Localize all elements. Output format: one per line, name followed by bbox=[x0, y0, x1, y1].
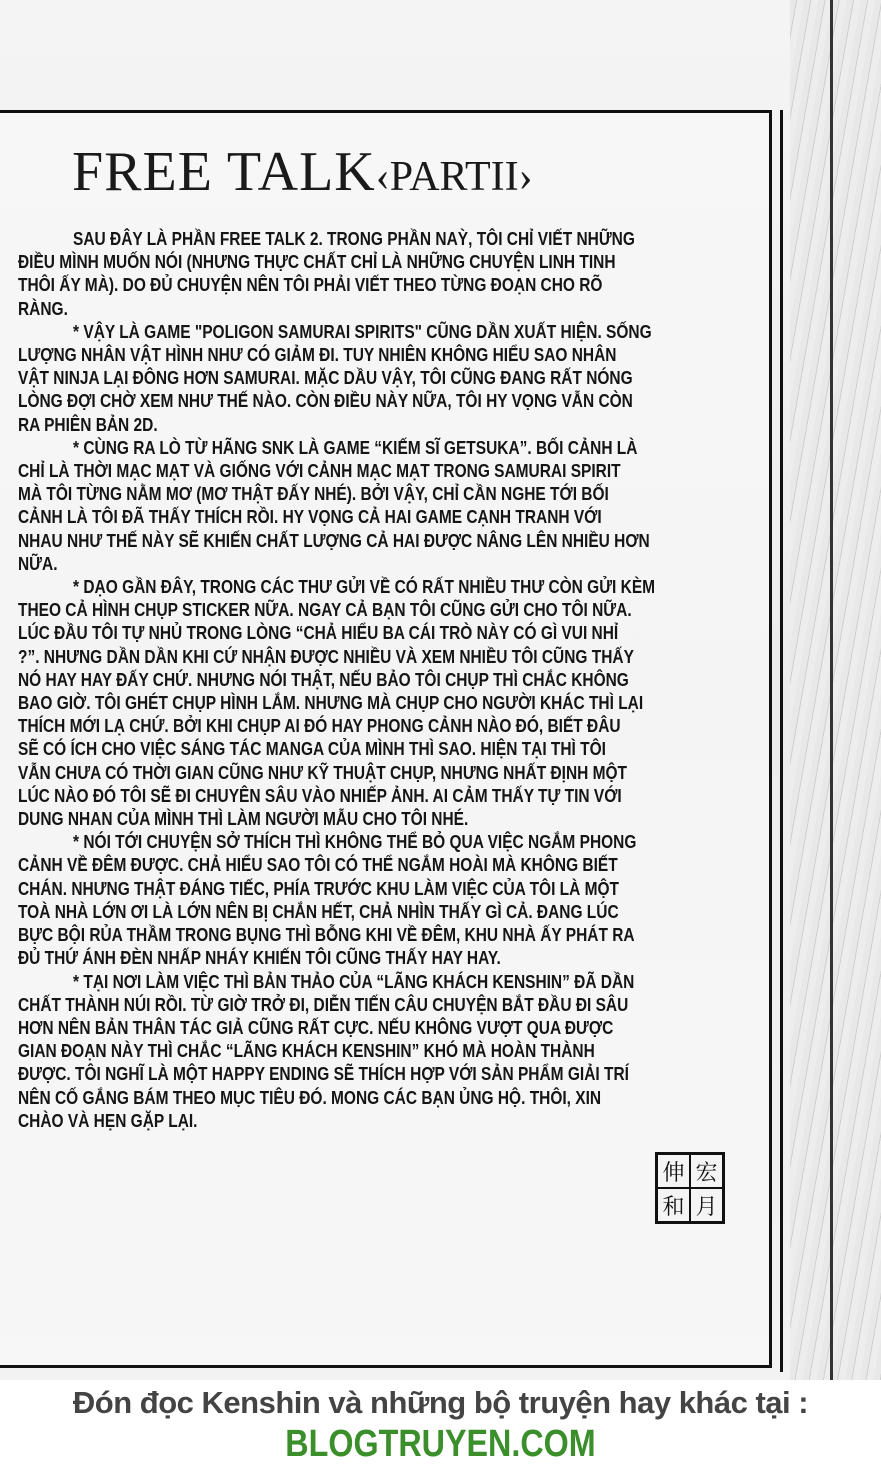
text-line: BAO GIỜ. TÔI GHÉT CHỤP HÌNH LẮM. NHƯNG MÀ CHỤP CHO NGƯỜI KHÁC THÌ LẠI bbox=[18, 693, 644, 714]
paragraph bbox=[18, 437, 740, 576]
text-line: * VẬY LÀ GAME "POLIGON SAMURAI SPIRITS" CŨNG DẦN XUẤT HIỆN. SỐNG bbox=[73, 321, 652, 342]
paragraph bbox=[18, 576, 740, 831]
text-line: LÚC ĐẦU TÔI TỰ NHỦ TRONG LÒNG “CHẢ HIỂU BA CÁI TRÒ NÀY CÓ GÌ VUI NHỈ bbox=[18, 623, 619, 644]
paragraph bbox=[18, 321, 740, 437]
promo-text: Đón đọc Kenshin và những bộ truyện hay khác tại : bbox=[72, 1385, 809, 1420]
text-line: GIAN ĐOẠN NÀY THÌ CHẮC “LÃNG KHÁCH KENSHIN” KHÓ MÀ HOÀN THÀNH bbox=[18, 1041, 595, 1062]
text-line: * NÓI TỚI CHUYỆN SỞ THÍCH THÌ KHÔNG THỂ BỎ QUA VIỆC NGẮM PHONG bbox=[73, 832, 637, 853]
text-line: NỮA. bbox=[18, 553, 58, 574]
text-line: MÀ TÔI TỪNG NẰM MƠ (MƠ THẬT ĐẤY NHÉ). BỞI VẬY, CHỈ CẦN NGHE TỚI BỐI bbox=[18, 484, 609, 505]
text-line: SAU ĐÂY LÀ PHẦN FREE TALK 2. TRONG PHẦN NAỲ, TÔI CHỈ VIẾT NHỮNG bbox=[73, 229, 635, 249]
text-line: CHÀO VÀ HẸN GẶP LẠI. bbox=[18, 1110, 198, 1131]
text-line: TOÀ NHÀ LỚN ƠI LÀ LỚN NÊN BỊ CHẮN HẾT, CHẢ NHÌN THẤY GÌ CẢ. ĐANG LÚC bbox=[18, 901, 619, 922]
text-line: SẼ CÓ ÍCH CHO VIỆC SÁNG TÁC MANGA CỦA MÌNH THÌ SAO. HIỆN TẠI THÌ TÔI bbox=[18, 739, 606, 760]
text-line: * DẠO GẦN ĐÂY, TRONG CÁC THƯ GỬI VỀ CÓ RẤT NHIỀU THƯ CÒN GỬI KÈM bbox=[73, 577, 656, 598]
text-line: ĐIỀU MÌNH MUỐN NÓI (NHƯNG THỰC CHẤT CHỈ LÀ NHỮNG CHUYỆN LINH TINH bbox=[18, 252, 616, 273]
frame-border bbox=[780, 110, 783, 1372]
text-line: CHẤT THÀNH NÚI RỒI. TỪ GIỜ TRỞ ĐI, DIỄN TIẾN CÂU CHUYỆN BẮT ĐẦU ĐI SÂU bbox=[18, 994, 629, 1015]
text-line: ?”. NHƯNG DẦN DẦN KHI CỨ NHẬN ĐƯỢC NHIỀU VÀ XEM NHIỀU TÔI CŨNG THẤY bbox=[18, 646, 634, 667]
text-line: LƯỢNG NHÂN VẬT HÌNH NHƯ CÓ GIẢM ĐI. TUY NHIÊN KHÔNG HIỂU SAO NHÂN bbox=[18, 345, 617, 366]
text-line: THEO CẢ HÌNH CHỤP STICKER NỮA. NGAY CẢ BẠN TÔI CŨNG GỬI CHO TÔI NỮA. bbox=[18, 600, 632, 621]
page-title bbox=[72, 140, 533, 204]
text-line: * TẠI NƠI LÀM VIỆC THÌ BẢN THẢO CỦA “LÃNG KHÁCH KENSHIN” ĐÃ DẦN bbox=[73, 971, 635, 992]
text-line: ĐƯỢC. TÔI NGHĨ LÀ MỘT HAPPY ENDING SẼ THÍCH HỢP VỚI SẢN PHẨM GIẢI TRÍ bbox=[18, 1064, 629, 1085]
promo-banner bbox=[0, 1385, 881, 1466]
text-line: NÓ HAY HAY ĐẤY CHỨ. NHƯNG NÓI THẬT, NẾU BẢO TÔI CHỤP THÌ CHẮC KHÔNG bbox=[18, 669, 629, 690]
text-line: CẢNH LÀ TÔI ĐÃ THẤY THÍCH RỒI. HY VỌNG CẢ HAI GAME CẠNH TRANH VỚI bbox=[18, 507, 602, 528]
text-line: NÊN CỐ GẮNG BÁM THEO MỤC TIÊU ĐÓ. MONG CÁC BẠN ỦNG HỘ. THÔI, XIN bbox=[18, 1087, 602, 1108]
text-line: CHỈ LÀ THỜI MẠC MẠT VÀ GIỐNG VỚI CẢNH MẠC MẠT TRONG SAMURAI SPIRIT bbox=[18, 461, 621, 482]
title-part: ‹PARTII› bbox=[375, 154, 533, 200]
text-line: VẪN CHƯA CÓ THỜI GIAN CŨNG NHƯ KỸ THUẬT CHỤP, NHƯNG NHẤT ĐỊNH MỘT bbox=[18, 762, 628, 783]
text-line: VẬT NINJA LẠI ĐÔNG HƠN SAMURAI. MẶC DẦU VẬY, TÔI CŨNG ĐANG RẤT NÓNG bbox=[18, 368, 633, 389]
text-line: NHAU NHƯ THẾ NÀY SẼ KHIẾN CHẤT LƯỢNG CẢ HAI ĐƯỢC NÂNG LÊN NHIỀU HƠN bbox=[18, 530, 650, 551]
paragraph bbox=[18, 831, 740, 970]
text-line: CHÁN. NHƯNG THẬT ĐÁNG TIẾC, PHÍA TRƯỚC KHU LÀM VIỆC CỦA TÔI LÀ MỘT bbox=[18, 878, 620, 899]
manga-artwork-edge bbox=[790, 0, 881, 1380]
text-line: LÒNG ĐỢI CHỜ XEM NHƯ THẾ NÀO. CÒN ĐIỀU NÀY NỮA, TÔI HY VỌNG VẪN CÒN bbox=[18, 391, 633, 412]
text-line: LÚC NÀO ĐÓ TÔI SẼ ĐI CHUYÊN SÂU VÀO NHIẾP ẢNH. AI CẢM THẤY TỰ TIN VỚI bbox=[18, 785, 622, 806]
free-talk-body bbox=[18, 228, 740, 1133]
seal-char: 伸 bbox=[658, 1155, 689, 1187]
paragraph bbox=[18, 228, 740, 321]
seal-char: 和 bbox=[658, 1189, 689, 1221]
text-line: CẢNH VỀ ĐÊM ĐƯỢC. CHẢ HIỂU SAO TÔI CÓ THỂ NGẮM HOÀI MÀ KHÔNG BIẾT bbox=[18, 855, 618, 876]
paragraph bbox=[18, 971, 740, 1133]
site-link[interactable]: BLOGTRUYEN.COM bbox=[285, 1423, 596, 1465]
title-main: FREE TALK bbox=[72, 141, 376, 203]
text-line: ĐỦ THỨ ÁNH ĐÈN NHẤP NHÁY KHIẾN TÔI CŨNG THẤY HAY HAY. bbox=[18, 948, 501, 969]
text-line: HƠN NÊN BẢN THÂN TÁC GIẢ CŨNG RẤT CỰC. NẾU KHÔNG VƯỢT QUA ĐƯỢC bbox=[18, 1017, 614, 1038]
text-line: BỰC BỘI RỦA THẦM TRONG BỤNG THÌ BỖNG KHI VỀ ĐÊM, KHU NHÀ ẤY PHÁT RA bbox=[18, 925, 635, 946]
author-seal bbox=[655, 1152, 725, 1224]
text-line: DUNG NHAN CỦA MÌNH THÌ LÀM NGƯỜI MẪU CHO TÔI NHÉ. bbox=[18, 809, 469, 830]
seal-char: 月 bbox=[691, 1189, 722, 1221]
text-line: RÀNG. bbox=[18, 298, 68, 319]
text-line: THÔI ẤY MÀ). DO ĐỦ CHUYỆN NÊN TÔI PHẢI VIẾT THEO TỪNG ĐOẠN CHO RÕ bbox=[18, 275, 603, 296]
text-line: THÍCH MỚI LẠ CHỨ. BỞI KHI CHỤP AI ĐÓ HAY PHONG CẢNH NÀO ĐÓ, BIẾT ĐÂU bbox=[18, 716, 621, 737]
seal-char: 宏 bbox=[691, 1155, 722, 1187]
text-line: RA PHIÊN BẢN 2D. bbox=[18, 414, 158, 435]
text-line: * CÙNG RA LÒ TỪ HÃNG SNK LÀ GAME “KIẾM SĨ GETSUKA”. BỐI CẢNH LÀ bbox=[73, 437, 638, 458]
